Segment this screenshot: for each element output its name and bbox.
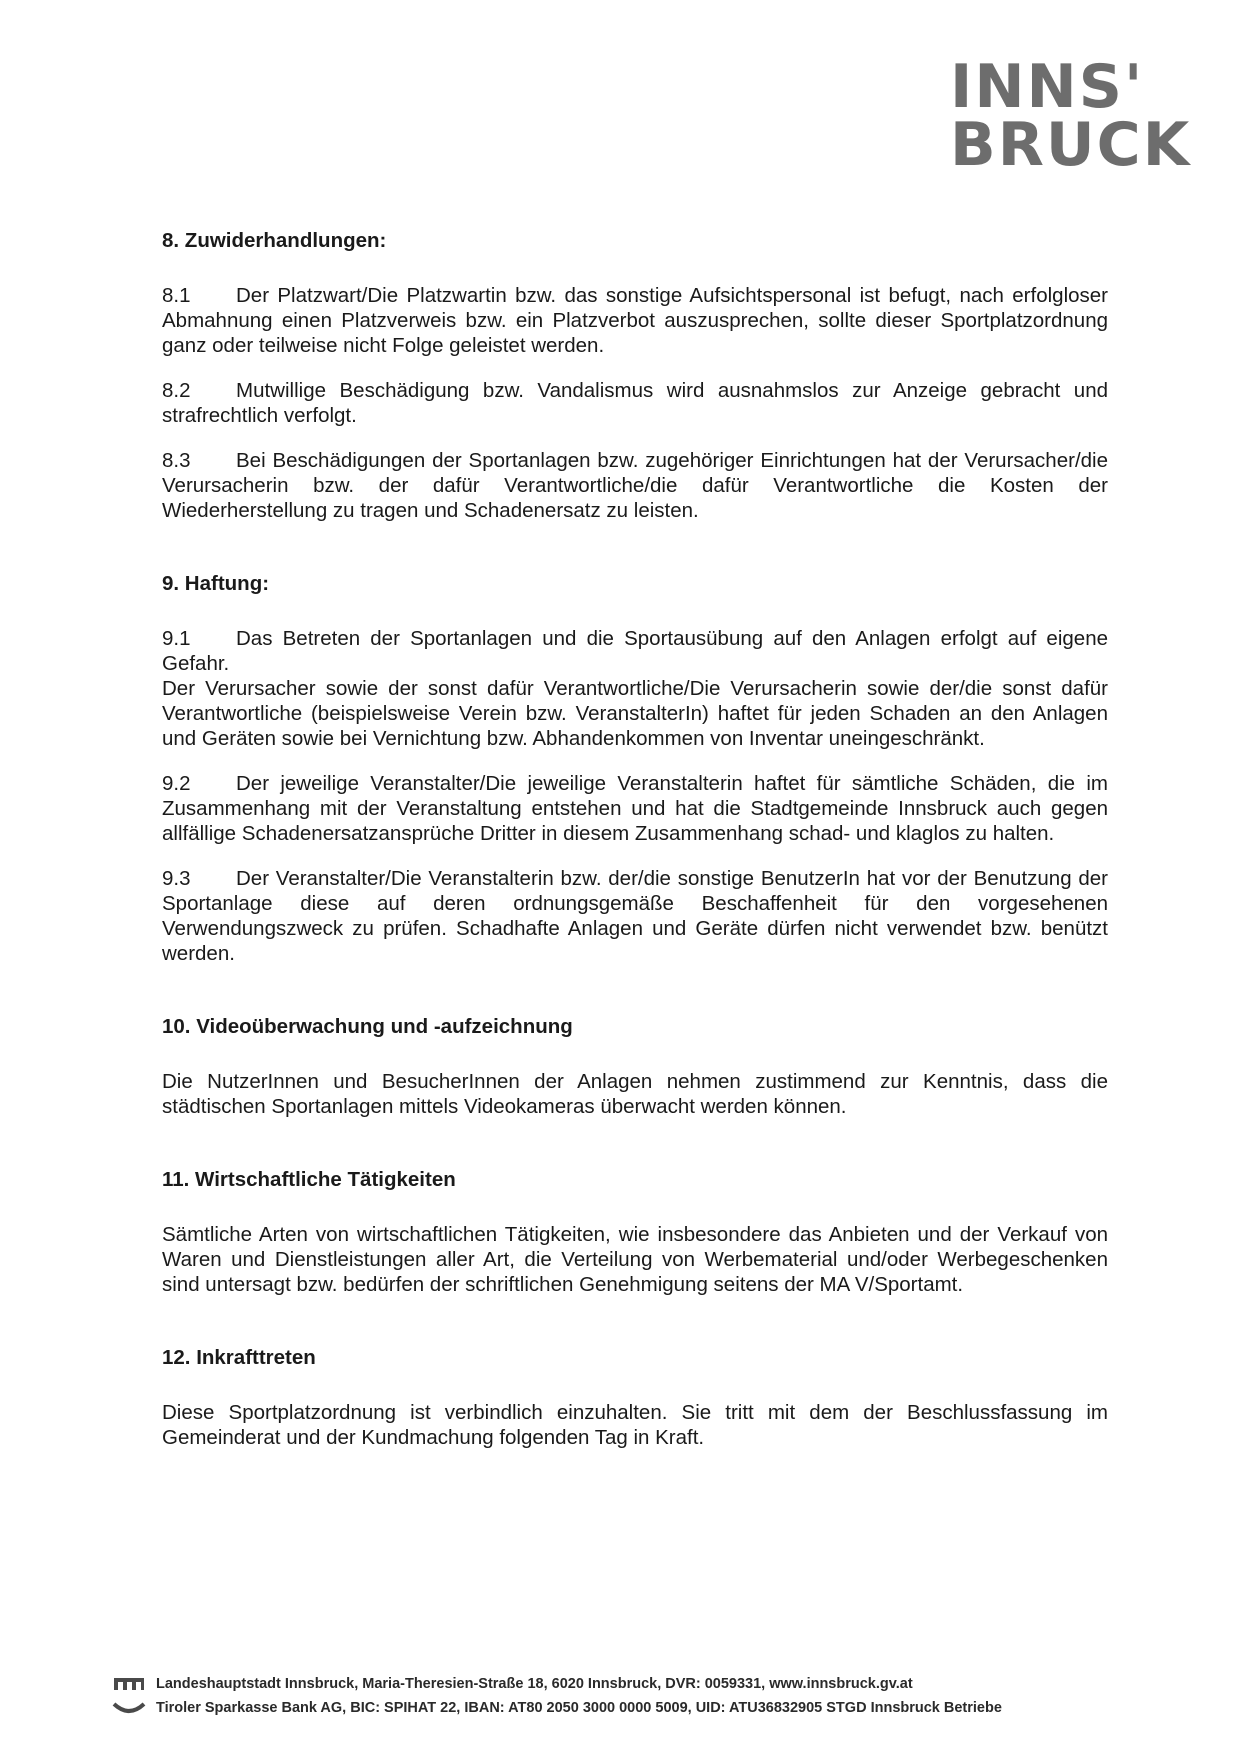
paragraph-number: 9.3 bbox=[162, 867, 191, 890]
paragraph-10: Die NutzerInnen und BesucherInnen der Anlagen nehmen zustimmend zur Kenntnis, dass die städtischen Sportanlagen mittels Videokameras überwacht werden können. bbox=[162, 1070, 1108, 1118]
paragraph-8-2 bbox=[162, 378, 1108, 428]
paragraph-number: 9.1 bbox=[162, 627, 191, 650]
paragraph-12: Diese Sportplatzordnung ist verbindlich einzuhalten. Sie tritt mit dem der Beschlussfassung im Gemeinderat und der Kundmachung folgenden Tag in Kraft. bbox=[162, 1401, 1108, 1449]
paragraph-9-2 bbox=[162, 771, 1108, 846]
paragraph-text: Das Betreten der Sportanlagen und die Sportausübung auf den Anlagen erfolgt auf eigene Gefahr. bbox=[162, 627, 1108, 675]
paragraph-11: Sämtliche Arten von wirtschaftlichen Tätigkeiten, wie insbesondere das Anbieten und der Verkauf von Waren und Dienstleistungen aller Art, die Verteilung von Werbematerial und/oder Werbegeschenken sind untersagt bzw. bedürfen der schriftlichen Genehmigung seitens der MA V/Sportamt. bbox=[162, 1223, 1108, 1296]
paragraph-number: 8.2 bbox=[162, 379, 191, 402]
section-12 bbox=[162, 1345, 1108, 1450]
section-title: 10. Videoüberwachung und -aufzeichnung bbox=[162, 1015, 573, 1038]
section-title: 12. Inkrafttreten bbox=[162, 1346, 316, 1369]
paragraph-text: Der Platzwart/Die Platzwartin bzw. das sonstige Aufsichtspersonal ist befugt, nach erfolgloser Abmahnung einen Platzverweis bzw. ein Platzverbot auszusprechen, sollte dieser Sportplatzordnung ganz oder teilweise nicht Folge geleistet werden. bbox=[162, 284, 1108, 357]
document-body bbox=[162, 228, 1108, 1498]
city-emblem-icon bbox=[112, 1674, 146, 1694]
paragraph-text: Bei Beschädigungen der Sportanlagen bzw. zugehöriger Einrichtungen hat der Verursacher/die Verursacherin bzw. der dafür Verantwortliche/die dafür Verantwortliche die Kosten der Wiederherstellung zu tragen und Schadenersatz zu leisten. bbox=[162, 449, 1108, 522]
paragraph-text: Der Veranstalter/Die Veranstalterin bzw. der/die sonstige BenutzerIn hat vor der Benutzung der Sportanlage diese auf deren ordnungsgemäße Beschaffenheit für den vorgesehenen Verwendungszweck zu prüfen. Schadhafte Anlagen und Geräte dürfen nicht verwendet bzw. benützt werden. bbox=[162, 867, 1108, 965]
paragraph-9-1-continued: Der Verursacher sowie der sonst dafür Verantwortliche/Die Verursacherin sowie der/die sonst dafür Verantwortliche (beispielsweise Verein bzw. VeranstalterIn) haftet für jeden Schaden an den Anlagen und Geräten sowie bei Vernichtung bzw. Abhandenkommen von Inventar uneingeschränkt. bbox=[162, 677, 1108, 750]
paragraph-number: 9.2 bbox=[162, 772, 191, 795]
logo-line-2: BRUCK bbox=[950, 110, 1192, 180]
section-9 bbox=[162, 571, 1108, 966]
paragraph-text: Mutwillige Beschädigung bzw. Vandalismus wird ausnahmslos zur Anzeige gebracht und strafrechtlich verfolgt. bbox=[162, 379, 1108, 427]
footer-row-address bbox=[112, 1672, 1122, 1696]
logo-line-1: INNS' bbox=[950, 52, 1145, 122]
paragraph-8-1 bbox=[162, 283, 1108, 358]
section-title: 9. Haftung: bbox=[162, 572, 270, 595]
paragraph-number: 8.3 bbox=[162, 449, 191, 472]
section-8 bbox=[162, 228, 1108, 523]
footer-row-bank bbox=[112, 1696, 1122, 1720]
paragraph-8-3 bbox=[162, 448, 1108, 523]
footer-bank: Tiroler Sparkasse Bank AG, BIC: SPIHAT 22, IBAN: AT80 2050 3000 0000 5009, UID: ATU36832905 STGD Innsbruck Betriebe bbox=[156, 1700, 1002, 1716]
footer bbox=[112, 1672, 1122, 1720]
paragraph-text: Der jeweilige Veranstalter/Die jeweilige Veranstalterin haftet für sämtliche Schäden, die im Zusammenhang mit der Veranstaltung entstehen und hat die Stadtgemeinde Innsbruck auch gegen allfällige Schadenersatzansprüche Dritter in diesem Zusammenhang schad- und klaglos zu halten. bbox=[162, 772, 1108, 845]
footer-address: Landeshauptstadt Innsbruck, Maria-Theresien-Straße 18, 6020 Innsbruck, DVR: 0059331, www.innsbruck.gv.at bbox=[156, 1676, 913, 1692]
section-title: 11. Wirtschaftliche Tätigkeiten bbox=[162, 1168, 456, 1191]
section-title: 8. Zuwiderhandlungen: bbox=[162, 229, 387, 252]
paragraph-9-3 bbox=[162, 866, 1108, 966]
bridge-emblem-icon bbox=[112, 1698, 146, 1718]
innsbruck-logo bbox=[950, 52, 1200, 180]
paragraph-9-1 bbox=[162, 626, 1108, 676]
section-11 bbox=[162, 1167, 1108, 1297]
section-10 bbox=[162, 1014, 1108, 1119]
paragraph-number: 8.1 bbox=[162, 284, 191, 307]
